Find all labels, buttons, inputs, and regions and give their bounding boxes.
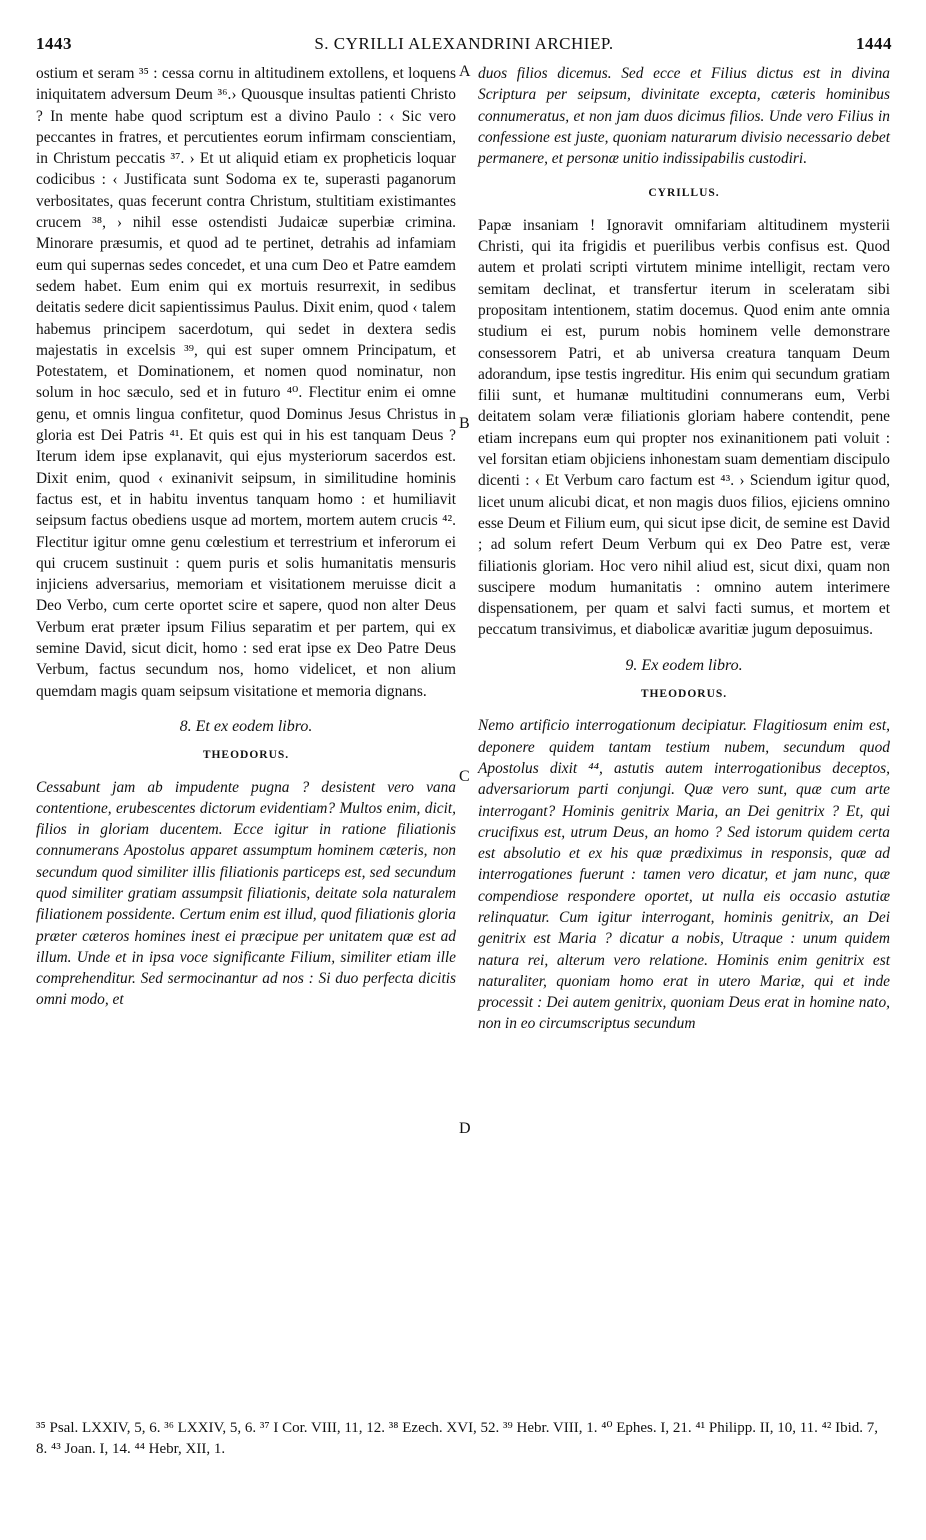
right-paragraph-3: Nemo artificio interrogationum decipiatur. Flagitiosum enim est, deponere quidem tantam testium nubem, secundum quod Apostolus dixit ⁴⁴, astutis autem interrogationibus deceptos, adversariorum parti conjungi. Quæ vero sunt, quæ cum arte interrogant? Hominis genitrix Maria, an Dei genitrix ? Et, qui crucifixus est, utrum Deus, an homo ? Sed istorum quidem certa est absolutio et ex his quæ prædiximus in responsis, quæ ad interrogationes fuerunt : tamen vero dicatur, et jam nunc, quæ compendiose respondere oportet, ut nulla eis occasio astutiæ relinquatur. Cum igitur interrogant, hominis genitrix, an Dei genitrix est Maria ? dicatur a nobis, Utraque : unum quidem natura rei, alterum vero relatione. Hominis enim genitrix est naturaliter, quoniam homo erat in utero Mariæ, qui et inde processit : Dei autem genitrix, quoniam Deus erat in homine nato, non in eo circumscriptus secundum <box>478 717 890 1033</box>
running-title: S. CYRILLI ALEXANDRINI ARCHIEP. <box>314 34 614 53</box>
speaker-theodorus-8: THEODORUS. <box>202 749 290 762</box>
left-paragraph-2: Cessabunt jam ab impudente pugna ? desistent vero vana contentione, erubescentes dictorum evidentiam? Multos enim, dicit, filios in gloriam ducentem. Ecce igitur in ratione filiationis connumerans Apostolus apparet assumptum hominem cæteris, non secundum quod similiter illis filiationis particeps est, sed secundum quod similiter gratiam assumpsit filiationis, deitate sola naturalem filiationem possidente. Certum enim est illud, quod filiationis gloria præter cæteros homines inest ei præcipue per unitatem quæ est ad illum. Unde et in ipsa voce significante Filium, similiter etiam ille comprehenditur. Sed sermocinantur ad nos : Si duo perfecta dicitis omni modo, et <box>36 778 456 1009</box>
left-page-number: 1443 <box>36 34 72 53</box>
left-column <box>36 63 456 1011</box>
footnotes: ³⁵ Psal. LXXIV, 5, 6. ³⁶ LXXIV, 5, 6. ³⁷ I Cor. VIII, 11, 12. ³⁸ Ezech. XVI, 52. ³⁹ Hebr. VIII, 1. ⁴⁰ Ephes. I, 21. ⁴¹ Philipp. II, 10, 11. ⁴² Ibid. 7, 8. ⁴³ Joan. I, 14. ⁴⁴ Hebr, XII, 1. <box>36 1420 879 1457</box>
right-page-number: 1444 <box>856 34 892 53</box>
section-heading-9: 9. Ex eodem libro. <box>625 656 743 674</box>
right-paragraph-1: duos filios dicemus. Sed ecce et Filius dictus est in divina Scriptura per seipsum, divinitate excepta, cæteris hominibus connumeratus, et non jam duos dicimus filios. Unde vero Filius in confessione est juste, quoniam naturarum divisio necessario debet permanere, et personæ unitio indissipabilis custodiri. <box>478 65 890 168</box>
page-header <box>36 34 892 54</box>
section-marker-b: B <box>459 415 470 432</box>
section-marker-a: A <box>459 63 471 80</box>
right-column <box>478 63 890 1035</box>
speaker-cyrillus: CYRILLUS. <box>648 187 720 200</box>
section-marker-c: C <box>459 768 470 785</box>
left-paragraph-1: ostium et seram ³⁵ : cessa cornu in altitudinem extollens, et loquens iniquitatem adversum Deum ³⁶.› Quousque insultas patienti Christo ? In mente habe quod scriptum est a divino Paulo : ‹ Sic vero peccantes in fratres, et percutientes eorum infirmam conscientiam, in Christum peccatis ³⁷. › Et ut aliquid etiam ex propheticis loquar codicibus : ‹ Justificata sunt Sodoma ex te, superasti paganorum verbositates, quas fecerunt contra Christum, stultitiam existimantes crucem ³⁸, › nihil esse ostendisti Judaicæ superbiæ crimina. Minorare præsumis, et quod ad te pertinet, detrahis ad infamiam eum qui supernas sedes concedet, et una cum Deo et Patre eamdem sedem habet. Eum enim qui ex mortuis resurrexit, in sedibus deitatis sedere dicit sapientissimus Paulus. Dixit enim, quod ‹ talem habemus principem sacerdotum, qui sedet in dextera sedis majestatis in excelsis ³⁹, qui est super omnem Principatum, et Potestatem, et Dominationem, et nomen quod nominatur, non solum in hoc sæculo, sed et in futuro ⁴⁰. Flectitur enim ei omne genu, et omnis lingua confitetur, quod Dominus Jesus Christus in gloria est Dei Patris ⁴¹. Et quis est qui in his est tanquam Deus ? Iterum idem ipse explanavit, qui ejus mysteriorum sacerdos est. Dixit enim, quod ‹ exinanivit seipsum, in similitudine hominis factus est, et in habitu inventus tanquam homo : et humiliavit seipsum factus obediens usque ad mortem, mortem autem crucis ⁴². Flectitur igitur omne genu cœlestium et terrestrium et inferorum ei qui crucem sustinuit : quem puris et solis humanitatis mensuris injiciens adversarius, memoriam et visitationem meruisse dicit a Deo Verbo, cum certe oportet scire et sapere, quod non alter Deus Verbum erat præter ipsum Filius separatim et per partem, qui ex semine David, sicut dicit, homo : sed erat ipse ex Deo Patre Deus Verbum, factus secundum nos, homo videlicet, et non alium quemdam magis quam seipsum visitatione et memoria dignans. <box>36 65 456 700</box>
right-paragraph-2: Papæ insaniam ! Ignoravit omnifariam altitudinem mysterii Christi, qui ita frigidis et puerilibus verbis confisus est. Quod autem et prolati scripti virtutem minime intelligit, rectam vero semitam declinat, et transfertur iterum in sceleratam sibi propositam intentionem, statim docemus. Quod enim ante omnia studium ei est, purum nobis hominem velle demonstrare consessorem Patri, et ab universa creatura tanquam Deum adorandum, ipse testis ingreditur. His enim qui secundum gratiam filii sunt, et humanæ multitudini connumerans eum, Verbi deitatem solam veræ filiationis gloriam habere contendit, pene etiam increpans eum qui propter nos exinanitionem pati voluit : vel forsitan etiam objiciens inhonestam suam dementiam discipulo dicenti : ‹ Et Verbum caro factum est ⁴³. › Sciendum igitur quod, licet unum alicubi dicat, et non magis duos filios, ejiciens omnino esse Deum et Filium eum, qui sicut ipse dicit, de semine est David ; ad solum refert Deum Verbum qui ex Deo Patre est, veræ filiationis gloriam. Hoc vero nihil aliud est, sicut dixi, quam non suscipere modum humanitatis : omnino autem interimere dispensationem, per quam et salvi facti sumus, et mortem et peccatum transivimus, et diabolicæ avaritiæ jugum deposuimus. <box>478 216 890 639</box>
speaker-theodorus-9: THEODORUS. <box>640 688 728 701</box>
section-heading-8: 8. Et ex eodem libro. <box>179 717 313 735</box>
section-marker-d: D <box>459 1120 471 1137</box>
